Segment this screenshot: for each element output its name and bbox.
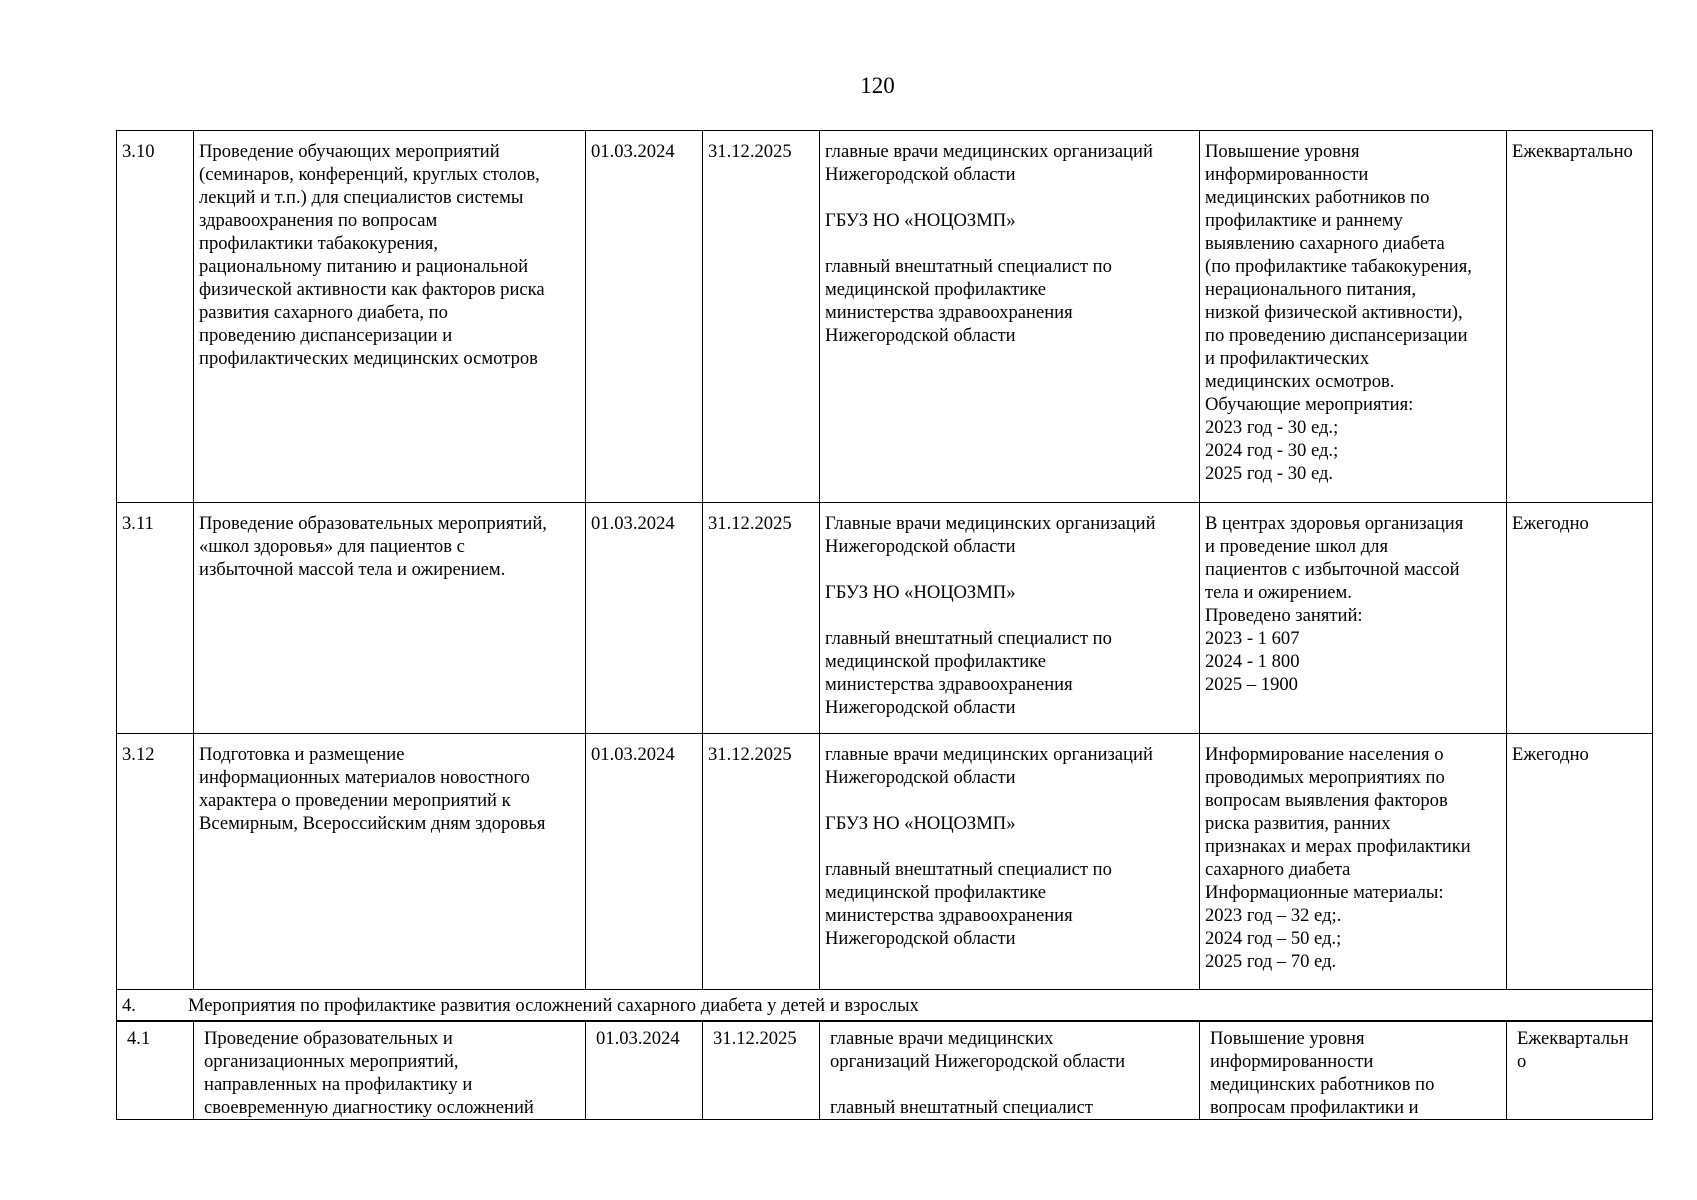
text-line: Повышение уровня — [1205, 141, 1360, 162]
end-date: 31.12.2025 — [708, 513, 792, 534]
text-line: медицинских работников по — [1205, 187, 1430, 208]
text-line: своевременную диагностику осложнений — [204, 1097, 534, 1118]
text-line: министерства здравоохранения — [825, 674, 1073, 695]
plan-table-continued — [116, 1020, 1653, 1120]
text-line: 2025 – 1900 — [1205, 674, 1298, 695]
start-date-cell — [586, 734, 703, 990]
start-date: 01.03.2024 — [591, 513, 675, 534]
text-line: характера о проведении мероприятий к — [199, 790, 511, 811]
text-line: вопросам выявления факторов — [1205, 790, 1448, 811]
row-number-cell — [117, 1021, 194, 1120]
text-line: 2023 - 1 607 — [1205, 628, 1300, 649]
frequency-cell — [1507, 734, 1653, 990]
text-line: проведению диспансеризации и — [199, 325, 453, 346]
text-line: медицинских работников по — [1210, 1074, 1435, 1095]
text-line: 2024 - 1 800 — [1205, 651, 1300, 672]
start-date-cell — [586, 503, 703, 734]
expected-result-cell — [1200, 734, 1507, 990]
text-line: «школ здоровья» для пациентов с — [199, 536, 465, 557]
text-line: министерства здравоохранения — [825, 302, 1073, 323]
text-line: и проведение школ для — [1205, 536, 1389, 557]
table-row-3-12 — [117, 734, 1653, 990]
text-line: главный внештатный специалист — [830, 1097, 1094, 1118]
start-date: 01.03.2024 — [596, 1028, 680, 1049]
paragraph-gap — [825, 558, 1194, 581]
row-number: 3.11 — [122, 513, 154, 534]
text-line: информированности — [1205, 164, 1369, 185]
row-number: 3.10 — [122, 141, 155, 162]
row-number: 3.12 — [122, 744, 155, 765]
end-date-cell — [703, 1021, 820, 1120]
text-line: организаций Нижегородской области — [830, 1051, 1126, 1072]
text-line: Подготовка и размещение — [199, 744, 405, 765]
text-line: Проведение обучающих мероприятий — [199, 141, 500, 162]
activity-cell — [194, 734, 586, 990]
paragraph-gap — [825, 604, 1194, 627]
responsible-cell — [820, 503, 1200, 734]
text-line: (семинаров, конференций, круглых столов, — [199, 164, 540, 185]
text-line: Ежегодно — [1512, 513, 1589, 534]
section-number: 4. — [122, 995, 136, 1016]
text-line: ГБУЗ НО «НОЦОЗМП» — [825, 210, 1016, 231]
paragraph-gap — [825, 186, 1194, 209]
text-line: Всемирным, Всероссийским дням здоровья — [199, 813, 546, 834]
text-line: Повышение уровня — [1210, 1028, 1365, 1049]
activity-cell — [194, 503, 586, 734]
text-line: главный внештатный специалист по — [825, 256, 1112, 277]
end-date: 31.12.2025 — [713, 1028, 797, 1049]
text-line: профилактике и раннему — [1205, 210, 1403, 231]
paragraph-gap — [830, 1073, 1194, 1096]
text-line: профилактики табакокурения, — [199, 233, 438, 254]
end-date-cell — [703, 131, 820, 503]
text-line: информационных материалов новостного — [199, 767, 530, 788]
frequency-cell — [1507, 131, 1653, 503]
row-number-cell — [117, 131, 194, 503]
expected-result-cell — [1200, 131, 1507, 503]
text-line: Нижегородской области — [825, 767, 1016, 788]
text-line: признаках и мерах профилактики — [1205, 836, 1471, 857]
text-line: проводимых мероприятиях по — [1205, 767, 1445, 788]
text-line: Ежеквартальн — [1517, 1028, 1629, 1049]
text-line: 2023 год – 32 ед;. — [1205, 905, 1342, 926]
table-row-4-1 — [117, 1021, 1653, 1120]
frequency-cell — [1507, 1021, 1653, 1120]
frequency-cell — [1507, 503, 1653, 734]
section-title: Мероприятия по профилактике развития осложнений сахарного диабета у детей и взрослых — [188, 995, 919, 1016]
activity-cell — [194, 131, 586, 503]
section-heading-cell — [117, 990, 1653, 1022]
section-row — [117, 990, 1653, 1022]
page-number: 120 — [860, 73, 895, 98]
text-line: Главные врачи медицинских организаций — [825, 513, 1156, 534]
text-line: направленных на профилактику и — [204, 1074, 473, 1095]
text-line: ГБУЗ НО «НОЦОЗМП» — [825, 813, 1016, 834]
text-line: медицинской профилактике — [825, 651, 1047, 672]
text-line: профилактических медицинских осмотров — [199, 348, 538, 369]
text-line: и профилактических — [1205, 348, 1370, 369]
text-line: Нижегородской области — [825, 697, 1016, 718]
activity-cell — [194, 1021, 586, 1120]
paragraph-gap — [825, 789, 1194, 812]
text-line: медицинских осмотров. — [1205, 371, 1395, 392]
text-line: 2024 год – 50 ед.; — [1205, 928, 1342, 949]
end-date-cell — [703, 734, 820, 990]
text-line: о — [1517, 1051, 1527, 1072]
start-date: 01.03.2024 — [591, 744, 675, 765]
text-line: развития сахарного диабета, по — [199, 302, 448, 323]
text-line: медицинской профилактике — [825, 279, 1047, 300]
plan-table — [116, 130, 1653, 1022]
text-line: 2023 год - 30 ед.; — [1205, 417, 1339, 438]
responsible-cell — [820, 131, 1200, 503]
text-line: по проведению диспансеризации — [1205, 325, 1468, 346]
text-line: главные врачи медицинских — [830, 1028, 1054, 1049]
end-date-cell — [703, 503, 820, 734]
text-line: главные врачи медицинских организаций — [825, 141, 1153, 162]
text-line: В центрах здоровья организация — [1205, 513, 1464, 534]
expected-result-cell — [1200, 1021, 1507, 1120]
row-number-cell — [117, 734, 194, 990]
start-date-cell — [586, 1021, 703, 1120]
text-line: главный внештатный специалист по — [825, 859, 1112, 880]
text-line: рациональному питанию и рациональной — [199, 256, 529, 277]
end-date: 31.12.2025 — [708, 141, 792, 162]
text-line: низкой физической активности), — [1205, 302, 1463, 323]
text-line: избыточной массой тела и ожирением. — [199, 559, 506, 580]
text-line: 2024 год - 30 ед.; — [1205, 440, 1339, 461]
text-line: Нижегородской области — [825, 164, 1016, 185]
start-date: 01.03.2024 — [591, 141, 675, 162]
text-line: Нижегородской области — [825, 536, 1016, 557]
text-line: вопросам профилактики и — [1210, 1097, 1419, 1118]
text-line: 2025 год – 70 ед. — [1205, 951, 1337, 972]
start-date-cell — [586, 131, 703, 503]
responsible-cell — [820, 1021, 1200, 1120]
text-line: Информационные материалы: — [1205, 882, 1444, 903]
text-line: Ежеквартально — [1512, 141, 1633, 162]
expected-result-cell — [1200, 503, 1507, 734]
text-line: здравоохранения по вопросам — [199, 210, 438, 231]
text-line: медицинской профилактике — [825, 882, 1047, 903]
paragraph-gap — [825, 835, 1194, 858]
row-number-cell — [117, 503, 194, 734]
text-line: Проведено занятий: — [1205, 605, 1363, 626]
row-number: 4.1 — [127, 1028, 151, 1049]
text-line: нерационального питания, — [1205, 279, 1417, 300]
text-line: сахарного диабета — [1205, 859, 1351, 880]
text-line: выявлению сахарного диабета — [1205, 233, 1445, 254]
text-line: Проведение образовательных и — [204, 1028, 453, 1049]
text-line: Информирование населения о — [1205, 744, 1444, 765]
text-line: организационных мероприятий, — [204, 1051, 459, 1072]
text-line: 2025 год - 30 ед. — [1205, 463, 1334, 484]
text-line: риска развития, ранних — [1205, 813, 1391, 834]
text-line: Проведение образовательных мероприятий, — [199, 513, 547, 534]
text-line: главный внештатный специалист по — [825, 628, 1112, 649]
text-line: Нижегородской области — [825, 325, 1016, 346]
text-line: Обучающие мероприятия: — [1205, 394, 1414, 415]
responsible-cell — [820, 734, 1200, 990]
text-line: ГБУЗ НО «НОЦОЗМП» — [825, 582, 1016, 603]
paragraph-gap — [825, 232, 1194, 255]
text-line: Нижегородской области — [825, 928, 1016, 949]
table-row-3-11 — [117, 503, 1653, 734]
text-line: главные врачи медицинских организаций — [825, 744, 1153, 765]
text-line: министерства здравоохранения — [825, 905, 1073, 926]
text-line: (по профилактике табакокурения, — [1205, 256, 1472, 277]
text-line: пациентов с избыточной массой — [1205, 559, 1460, 580]
end-date: 31.12.2025 — [708, 744, 792, 765]
text-line: физической активности как факторов риска — [199, 279, 545, 300]
text-line: Ежегодно — [1512, 744, 1589, 765]
table-row-3-10 — [117, 131, 1653, 503]
text-line: информированности — [1210, 1051, 1374, 1072]
text-line: лекций и т.п.) для специалистов системы — [199, 187, 524, 208]
text-line: тела и ожирением. — [1205, 582, 1352, 603]
